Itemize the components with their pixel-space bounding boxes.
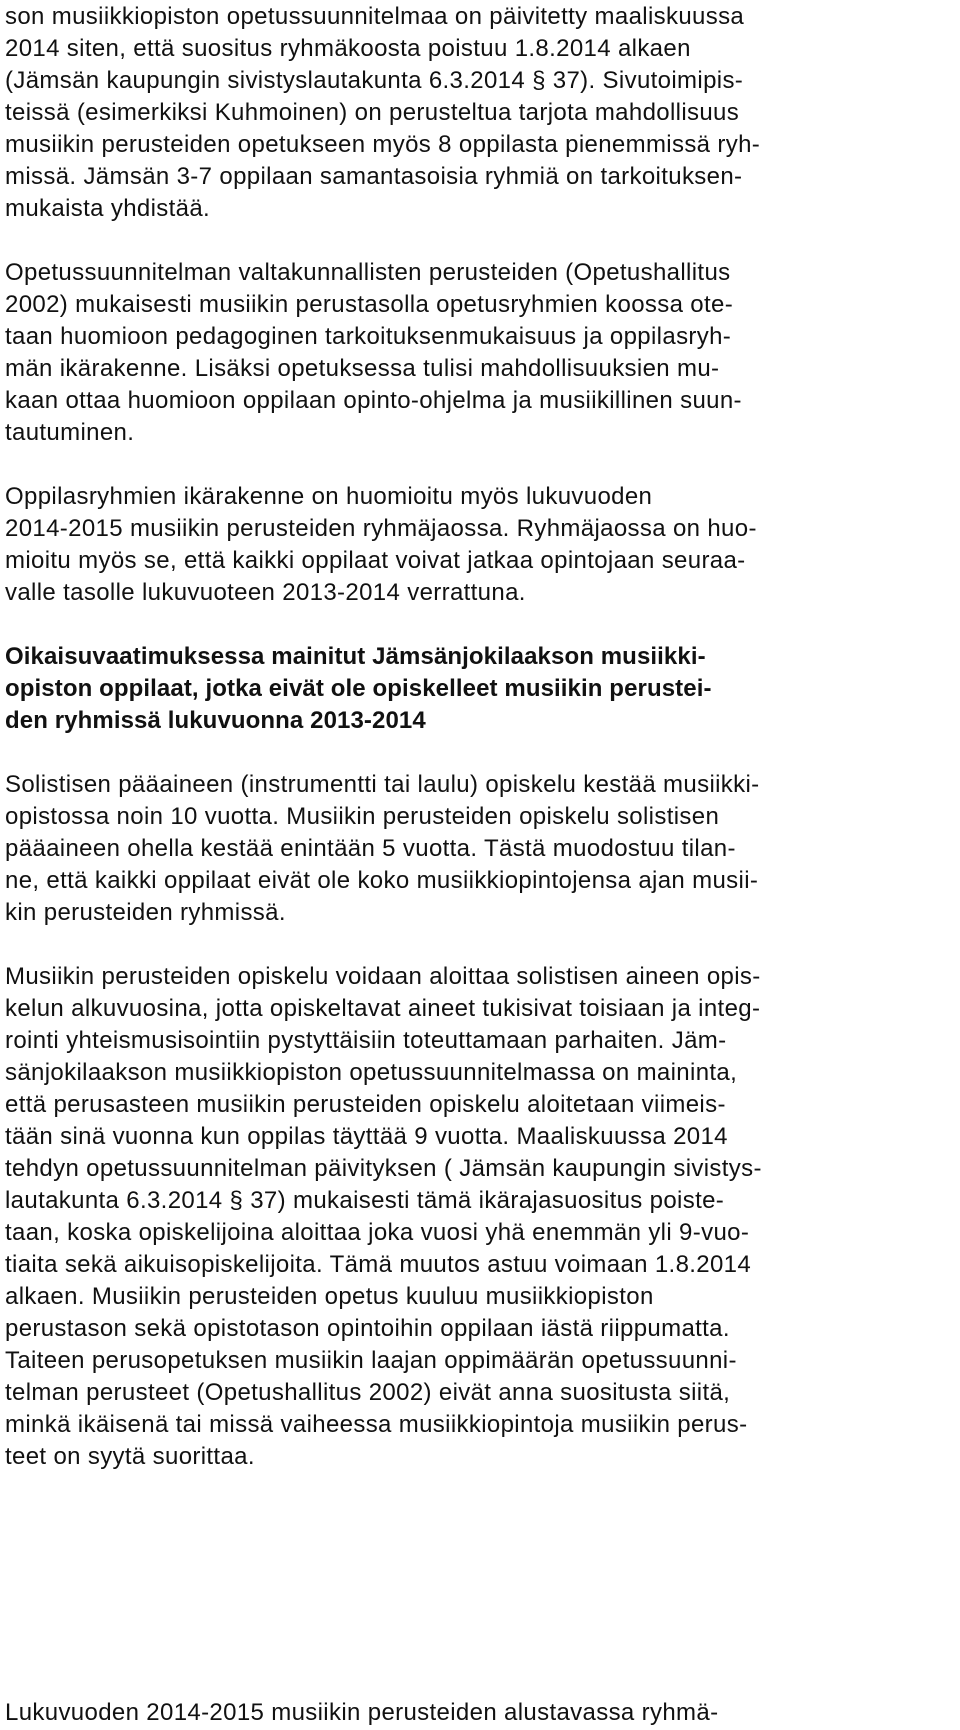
text-line: 2002) mukaisesti musiikin perustasolla opetusryhmien koossa ote- (5, 291, 734, 318)
text-line: kaan ottaa huomioon oppilaan opinto-ohjelma ja musiikillinen suun- (5, 387, 742, 414)
heading-line: den ryhmissä lukuvuonna 2013-2014 (5, 707, 426, 734)
text-line: 2014 siten, että suositus ryhmäkoosta poistuu 1.8.2014 alkaen (5, 35, 691, 62)
heading-line: Oikaisuvaatimuksessa mainitut Jämsänjokilaakson musiikki- (5, 643, 706, 670)
text-line: missä. Jämsän 3-7 oppilaan samantasoisia ryhmiä on tarkoituksen- (5, 163, 743, 190)
paragraph-2 (5, 257, 955, 449)
text-line: kin perusteiden ryhmissä. (5, 899, 286, 926)
text-line: sänjokilaakson musiikkiopiston opetussuunnitelmassa on maininta, (5, 1059, 738, 1086)
section-heading (5, 641, 955, 737)
text-line: telman perusteet (Opetushallitus 2002) eivät anna suositusta siitä, (5, 1379, 731, 1406)
text-line: minkä ikäisenä tai missä vaiheessa musiikkiopintoja musiikin perus- (5, 1411, 748, 1438)
paragraph-6 (5, 1697, 955, 1729)
text-line: Oppilasryhmien ikärakenne on huomioitu myös lukuvuoden (5, 483, 653, 510)
text-line: musiikin perusteiden opetukseen myös 8 oppilasta pienemmissä ryh- (5, 131, 761, 158)
text-line: lautakunta 6.3.2014 § 37) mukaisesti tämä ikärajasuositus poiste- (5, 1187, 725, 1214)
text-line: teissä (esimerkiksi Kuhmoinen) on perusteltua tarjota mahdollisuus (5, 99, 740, 126)
text-line: tehdyn opetussuunnitelman päivityksen ( Jämsän kaupungin sivistys- (5, 1155, 762, 1182)
heading-line: opiston oppilaat, jotka eivät ole opiskelleet musiikin perustei- (5, 675, 712, 702)
text-line: teet on syytä suorittaa. (5, 1443, 255, 1470)
paragraph-4 (5, 769, 955, 929)
text-line: ne, että kaikki oppilaat eivät ole koko musiikkiopintojensa ajan musii- (5, 867, 759, 894)
text-line: Musiikin perusteiden opiskelu voidaan aloittaa solistisen aineen opis- (5, 963, 761, 990)
paragraph-5 (5, 961, 955, 1473)
paragraph-3 (5, 481, 955, 609)
text-line: tautuminen. (5, 419, 135, 446)
text-line: tiaita sekä aikuisopiskelijoita. Tämä muutos astuu voimaan 1.8.2014 (5, 1251, 752, 1278)
text-line: alkaen. Musiikin perusteiden opetus kuuluu musiikkiopiston (5, 1283, 654, 1310)
text-line: rointi yhteismusisointiin pystyttäisiin toteuttamaan parhaiten. Jäm- (5, 1027, 727, 1054)
text-line: tään sinä vuonna kun oppilas täyttää 9 vuotta. Maaliskuussa 2014 (5, 1123, 728, 1150)
text-line: son musiikkiopiston opetussuunnitelmaa on päivitetty maaliskuussa (5, 3, 745, 30)
text-line: Lukuvuoden 2014-2015 musiikin perusteiden alustavassa ryhmä- (5, 1699, 719, 1726)
text-line: että perusasteen musiikin perusteiden opiskelu aloitetaan viimeis- (5, 1091, 726, 1118)
text-line: (Jämsän kaupungin sivistyslautakunta 6.3.2014 § 37). Sivutoimipis- (5, 67, 744, 94)
text-line: perustason sekä opistotason opintoihin oppilaan iästä riippumatta. (5, 1315, 730, 1342)
paragraph-1 (5, 1, 955, 225)
text-line: mukaista yhdistää. (5, 195, 211, 222)
text-line: män ikärakenne. Lisäksi opetuksessa tulisi mahdollisuuksien mu- (5, 355, 720, 382)
text-line: kelun alkuvuosina, jotta opiskeltavat aineet tukisivat toisiaan ja integ- (5, 995, 761, 1022)
text-line: Taiteen perusopetuksen musiikin laajan oppimäärän opetussuunni- (5, 1347, 737, 1374)
text-line: 2014-2015 musiikin perusteiden ryhmäjaossa. Ryhmäjaossa on huo- (5, 515, 757, 542)
text-line: taan, koska opiskelijoina aloittaa joka vuosi yhä enemmän yli 9-vuo- (5, 1219, 750, 1246)
text-line: Solistisen pääaineen (instrumentti tai laulu) opiskelu kestää musiikki- (5, 771, 760, 798)
text-line: pääaineen ohella kestää enintään 5 vuotta. Tästä muodostuu tilan- (5, 835, 736, 862)
text-line: mioitu myös se, että kaikki oppilaat voivat jatkaa opintojaan seuraa- (5, 547, 746, 574)
text-line: Opetussuunnitelman valtakunnallisten perusteiden (Opetushallitus (5, 259, 731, 286)
text-line: valle tasolle lukuvuoteen 2013-2014 verrattuna. (5, 579, 526, 606)
text-line: opistossa noin 10 vuotta. Musiikin perusteiden opiskelu solistisen (5, 803, 720, 830)
text-line: taan huomioon pedagoginen tarkoituksenmukaisuus ja oppilasryh- (5, 323, 732, 350)
